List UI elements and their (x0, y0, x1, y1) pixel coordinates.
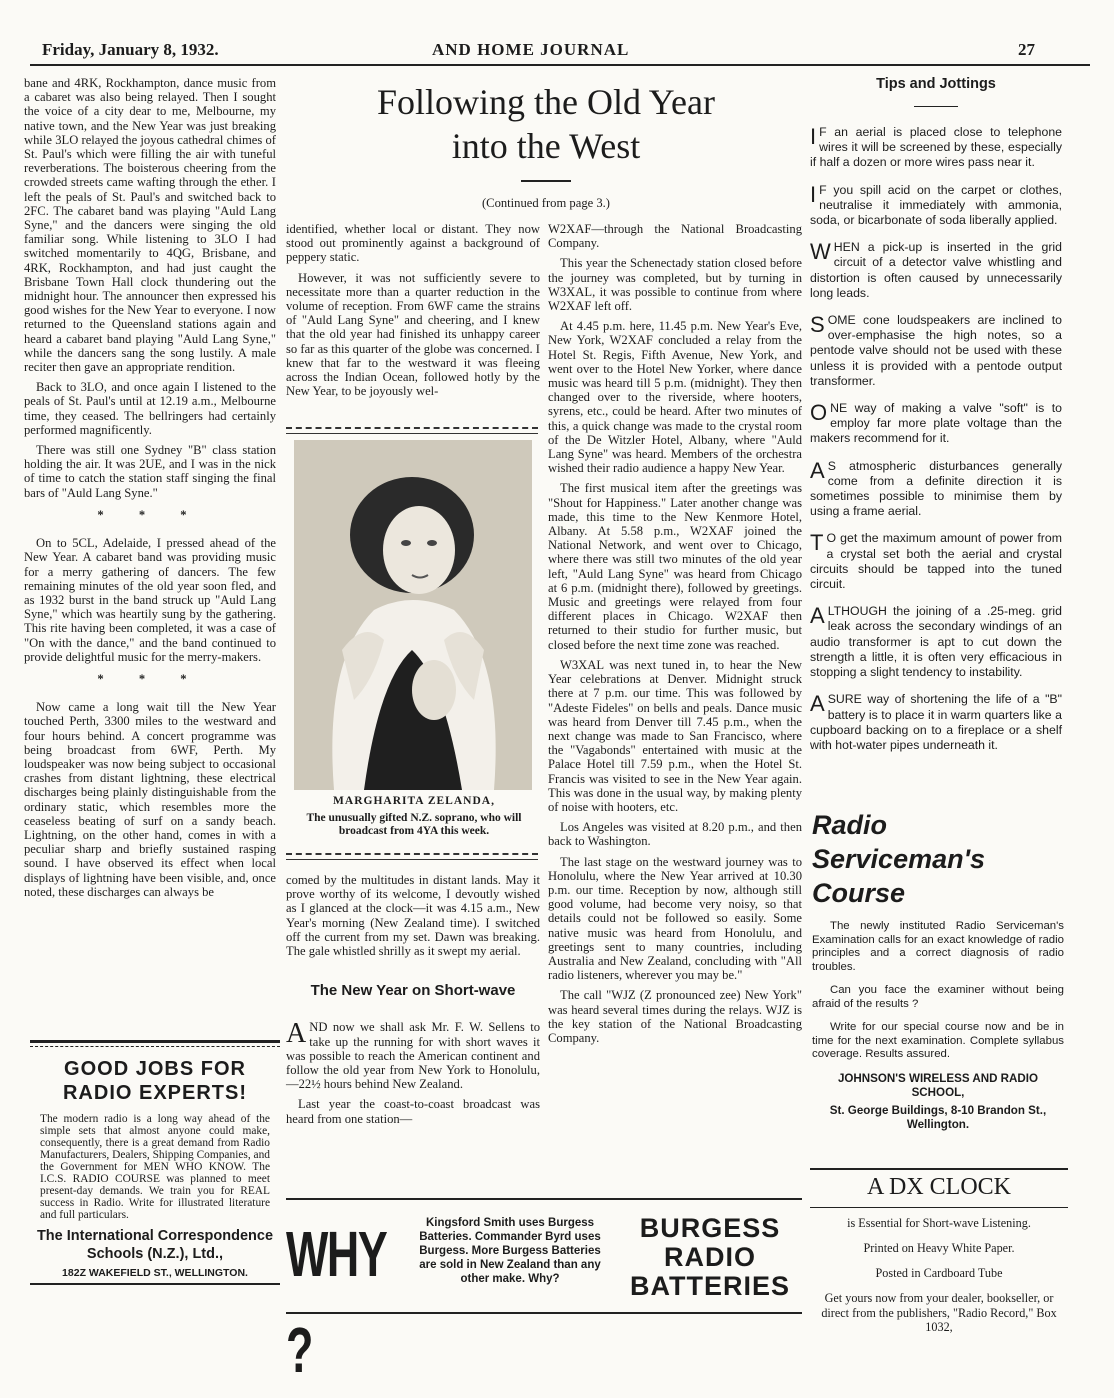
col3-paragraph: At 4.45 p.m. here, 11.45 p.m. New Year's Eve, New York, W2XAF concluded a relay from the Hotel St. Regis, Fifth Avenue, New York, and went over to the Hotel New Yorker, where dance music was heard till 5 p.m. (midnight). They then changed over to the riverside, where hooters, syrens, etc., could be heard. After two minutes of this, a quick change was made to the crystal room of the De Witzler Hotel, Albany, where "Auld Lang Syne" was heard. Members of the orchestra wished their radio audience a happy New Year. (548, 319, 802, 476)
col1-paragraph: Now came a long wait till the New Year touched Perth, 3300 miles to the westward and four hours behind. A concert programme was being broadcast from 6WF, Perth. My loudspeaker was now being subject to occasional crashes from distant lightning, these electrical discharges being plainly distinguishable from the ordinary static, which resembles more the ceaseless beating of surf on a sandy beach. Lightning, on the other hand, comes in with a peculiar sharp and briefly sustained rasping sound. I have observed its effect when local displays of lightning have been visible, and, once noted, these discharges can always be (24, 700, 276, 899)
col2-paragraph: identified, whether local or distant. They now stood out prominently against a background of peppery static. (286, 222, 540, 265)
dx-line: Get yours now from your dealer, bookseller, or direct from the publishers, "Radio Record," Box 1032, (821, 1291, 1057, 1334)
dx-rule (810, 1207, 1068, 1208)
tip-item (810, 604, 1062, 680)
burgess-brand-line: RADIO (664, 1242, 756, 1272)
tip-text: S atmospheric disturbances generally come from a definite direction it is sometimes possible to minimise them by using a frame aerial. (810, 458, 1062, 519)
tip-drop-cap: I (810, 181, 817, 207)
col2-paragraph-text: ND now we shall ask Mr. F. W. Sellens to take up the running for with short waves it was possible to reach the American continent and follow the old year from New York to Honolulu,—22½ hours behind New Zealand. (286, 1020, 540, 1092)
dx-line: is Essential for Short-wave Listening. (847, 1216, 1031, 1230)
col1-paragraph: On to 5CL, Adelaide, I pressed ahead of the New Year. A cabaret band was providing music for a merry gathering of dancers. The few remaining minutes of the old year soon fled, and as 1932 burst in the band struck up "Auld Lang Syne," which was heartily sung by the gathering. This rite having been completed, it was a case of "On with the dance," and the band continued to provide delightful music for the merry-makers. (24, 536, 276, 664)
tip-drop-cap: A (810, 691, 825, 717)
col1-paragraph: There was still one Sydney "B" class station holding the air. It was 2UE, and I was in the nick of time to catch the station staff singing the final bars of "Auld Lang Syne." (24, 443, 276, 500)
tip-drop-cap: A (810, 457, 825, 483)
col2-paragraph: Last year the coast-to-coast broadcast was heard from one station— (286, 1097, 540, 1126)
title-rule (521, 180, 571, 182)
header-rule (30, 64, 1090, 66)
ics-org-line: Schools (N.Z.), Ltd., (86, 1246, 224, 1262)
ics-address: 182Z WAKEFIELD ST., WELLINGTON. (62, 1267, 248, 1279)
dx-line: Posted in Cardboard Tube (875, 1266, 1003, 1280)
tips-column (810, 76, 1062, 765)
photo-caption (292, 795, 536, 838)
continued-note: (Continued from page 3.) (481, 196, 610, 210)
photo-top-rule (286, 427, 538, 434)
tips-list (810, 125, 1062, 753)
tip-item (810, 125, 1062, 171)
burgess-text: Kingsford Smith uses Burgess Batteries. Commander Byrd uses Burgess. More Burgess Batteries are sold in New Zealand than any other make. Why? (419, 1217, 601, 1285)
course-paragraph: Can you face the examiner without being afraid of the results ? (812, 984, 1064, 1010)
ics-org-line: The International Correspondence (36, 1228, 274, 1244)
article-heading (286, 80, 806, 211)
portrait-illustration (294, 440, 532, 790)
course-title-line: Course (812, 878, 906, 908)
dx-line: Printed on Heavy White Paper. (863, 1241, 1015, 1255)
burgess-brand-line: BATTERIES (629, 1271, 790, 1301)
why-headline: WHY ? (286, 1218, 386, 1386)
course-paragraph: Write for our special course now and be in time for the next examination. Complete syllabus coverage. Results assured. (812, 1021, 1064, 1060)
portrait-photo (294, 440, 532, 790)
drop-cap: A (286, 1018, 307, 1050)
ics-body: The modern radio is a long way ahead of the simple sets that almost anyone could make, consequently, there is a great demand from Radio Manufacturers, Dealers, Shipping Companies, and the Government for MEN WHO KNOW. The I.C.S. RADIO COURSE was planned to meet present-day demands. We train you for REAL success in Radio. Write for illustrated literature and full particulars. (40, 1113, 270, 1221)
dx-title: A DX CLOCK (866, 1174, 1011, 1200)
tip-text: OME cone loudspeakers are inclined to over-emphasise the high notes, so a pentode valve should not be used with these unless it is provided with a pentode output transformer. (810, 313, 1062, 388)
ics-org-name (30, 1227, 280, 1263)
tip-drop-cap: O (810, 400, 828, 426)
burgess-brand (620, 1214, 800, 1301)
col2-paragraph (286, 1020, 540, 1091)
tip-drop-cap: I (810, 124, 817, 149)
ics-advertisement (30, 1040, 280, 1300)
col3-paragraph: W2XAF—through the National Broadcasting Company. (548, 222, 802, 251)
col1-paragraph: bane and 4RK, Rockhampton, dance music from a cabaret was also being relayed. Then I sought the voice of a city dear to me, Melbourne, my native town, and the New Year was just breaking while 3LO relayed the joyous cathedral chimes of St. Paul's which were filling the air with tuneful reverberations. The boisterous cheering from the crowded streets came wafting through the ether. I left the peals of St. Paul's and switched back to 2FC. The cabaret band was playing "Auld Lang Syne," and the dancers were singing the old familiar song. While listening to 3LO I had switched momentarily to 4QG, Brisbane, and 4RK, Rockhampton, and had just caught the Brisbane Town Hall clock thundering out the midnight hour. The announcer then expressed his good wishes for the New Year to everyone. I now returned to the Queensland stations again and heard a cabaret band playing "Auld Lang Syne," while the dancers sang the song lustily. A male reciter then gave an appropriate rendition. (24, 76, 276, 375)
col1-paragraph: Back to 3LO, and once again I listened to the peals of St. Paul's until at 12.19 a.m., Melbourne time, they ceased. The bellringers had certainly performed magnificently. (24, 380, 276, 437)
col3-paragraph: W3XAL was next tuned in, to hear the New Year celebrations at Denver. Midnight struck there at 7 p.m. our time. This was followed by "Adeste Fideles" on bells and peals. Dance music was heard from Denver till 7.45 p.m., when the next change was made to San Francisco, where the "Vagabonds" entertained with music at the Palace Hotel till 7.59 p.m., when the Hotel St. Francis was visited to see in the New Year again. This was done in the usual way, by making plenty of noise with hooters, etc. (548, 657, 802, 814)
tip-drop-cap: T (810, 530, 824, 556)
tip-item (810, 240, 1062, 301)
tips-rule (914, 106, 958, 107)
course-address: St. George Buildings, 8-10 Brandon St., Wellington. (829, 1103, 1047, 1131)
course-school: JOHNSON'S WIRELESS AND RADIO SCHOOL, (837, 1071, 1039, 1099)
tip-item (810, 459, 1062, 520)
section-stars: * * * (97, 507, 203, 522)
short-wave-subheading: The New Year on Short-wave (310, 982, 516, 1000)
article-title-line1: Following the Old Year (376, 82, 715, 122)
ics-headline (30, 1057, 280, 1105)
tip-text: SURE way of shortening the life of a "B" battery is to place it in warm quarters like a cupboard backing on to a fireplace or a shelf with hot-water pipes underneath it. (810, 692, 1062, 752)
tip-drop-cap: A (810, 603, 825, 629)
course-title-line: Serviceman's (812, 844, 986, 874)
page-number: 27 (1018, 40, 1035, 59)
tip-item (810, 401, 1062, 447)
tip-item (810, 313, 1062, 389)
header-date: Friday, January 8, 1932. (42, 40, 219, 59)
tip-text: F you spill acid on the carpet or clothes, neutralise it immediately with ammonia, soda, or bicarbonate of soda liberally applied. (810, 182, 1062, 228)
dx-clock-advertisement (810, 1168, 1068, 1335)
column-2-bottom (286, 873, 540, 1132)
tip-text: NE way of making a valve "soft" is to employ far more plate voltage than the makers recommend for it. (810, 401, 1062, 446)
column-2-top (286, 222, 540, 404)
col2-paragraph: comed by the multitudes in distant lands. May it prove worthy of its welcome, I devoutly wished as I glanced at the clock—it was 4.15 a.m., New Year's morning (New Zealand time). I switched off the current from my set. Dawn was breaking. The gale whistled shrilly as it swept my aerial. (286, 873, 540, 959)
col2-paragraph: However, it was not sufficiently severe to necessitate more than a quarter reduction in the volume of reception. From 6WF came the strains of "Auld Lang Syne" and cheering, and I knew that the old year had finished its unhappy career so far as this quarter of the globe was concerned. I knew that far to the westward it was fleeing across the Indian Ocean, followed hotly by the New Year, to be joyously wel- (286, 270, 540, 399)
burgess-advertisement (286, 1198, 802, 1386)
ics-headline-line: RADIO EXPERTS! (62, 1082, 248, 1104)
tip-text: LTHOUGH the joining of a .25-meg. grid leak across the secondary windings of an audio transformer is apt to cut down the strength a little, it is often very efficacious in stopping a slight tendency to instability. (810, 604, 1062, 680)
tip-text: O get the maximum amount of power from a crystal set both the aerial and crystal circuits should be tapped into the tuned circuit. (810, 531, 1062, 592)
header-journal-title: AND HOME JOURNAL (432, 40, 630, 59)
course-advertisement (812, 808, 1064, 1132)
ad-top-rule (30, 1040, 280, 1047)
tip-text: F an aerial is placed close to telephone wires it will be screened by these, especially if half a dozen or more wires pass near it. (810, 125, 1062, 170)
tip-item (810, 531, 1062, 592)
tip-text: HEN a pick-up is inserted in the grid circuit of a detector valve whistling and distortion is often caused by unnecessarily long leads. (810, 240, 1062, 300)
tip-item (810, 183, 1062, 229)
column-1 (24, 76, 276, 905)
tips-title: Tips and Jottings (876, 76, 996, 92)
burgess-brand-line: BURGESS (639, 1213, 781, 1243)
col3-paragraph: This year the Schenectady station closed before the journey was completed, but by turning in W3XAL, it was possible to continue from where W2XAF left off. (548, 256, 802, 314)
column-3 (548, 222, 802, 1051)
tip-item (810, 692, 1062, 753)
col3-paragraph: The last stage on the westward journey was to Honolulu, where the New Year arrived at 10.30 p.m. our time. Reception by now, although still good volume, had become very noisy, so that details could not be followed so easily. Some native music was heard from Honolulu, and greetings sent to many countries, including Australia and New Zealand, concluding with "All radio listeners, wherever you may be." (548, 854, 802, 983)
caption-text: The unusually gifted N.Z. soprano, who will broadcast from 4YA this week. (306, 812, 522, 837)
article-title-line2: into the West (451, 126, 641, 166)
ics-headline-line: GOOD JOBS FOR (64, 1058, 246, 1080)
course-paragraph: The newly instituted Radio Serviceman's Examination calls for an exact knowledge of radio principles and a correct diagnosis of radio troubles. (812, 920, 1064, 973)
tip-drop-cap: W (810, 239, 831, 265)
col3-paragraph: The call "WJZ (Z pronounced zee) New York" was heard several times during the relays. WJZ is the key station of the National Broadcasting Company. (548, 988, 802, 1045)
col3-paragraph: Los Angeles was visited at 8.20 p.m., and then back to Washington. (548, 820, 802, 849)
course-body (812, 920, 1064, 1062)
course-title (812, 808, 1064, 910)
col3-paragraph: The first musical item after the greetings was "Shout for Happiness." Later another change was made, this time to the New Kenmore Hotel, Albany. At 5.58 p.m., W2XAF joined the National Network, and went over to Chicago, where there was still two minutes of the old year left, "Auld Lang Syne" was heard from Chicago at 6 p.m. (midnight there), followed by greetings. Music and greetings were relayed from four different places in Chicago. W2XAF then returned to their studio for further music, but closed before the next time zone was reached. (548, 481, 802, 652)
photo-bottom-rule (286, 853, 538, 860)
course-title-line: Radio (812, 810, 888, 840)
caption-name: MARGHARITA ZELANDA, (333, 795, 495, 807)
section-stars: * * * (97, 671, 203, 686)
tip-drop-cap: S (810, 312, 825, 338)
ad-bottom-rule (30, 1283, 280, 1285)
